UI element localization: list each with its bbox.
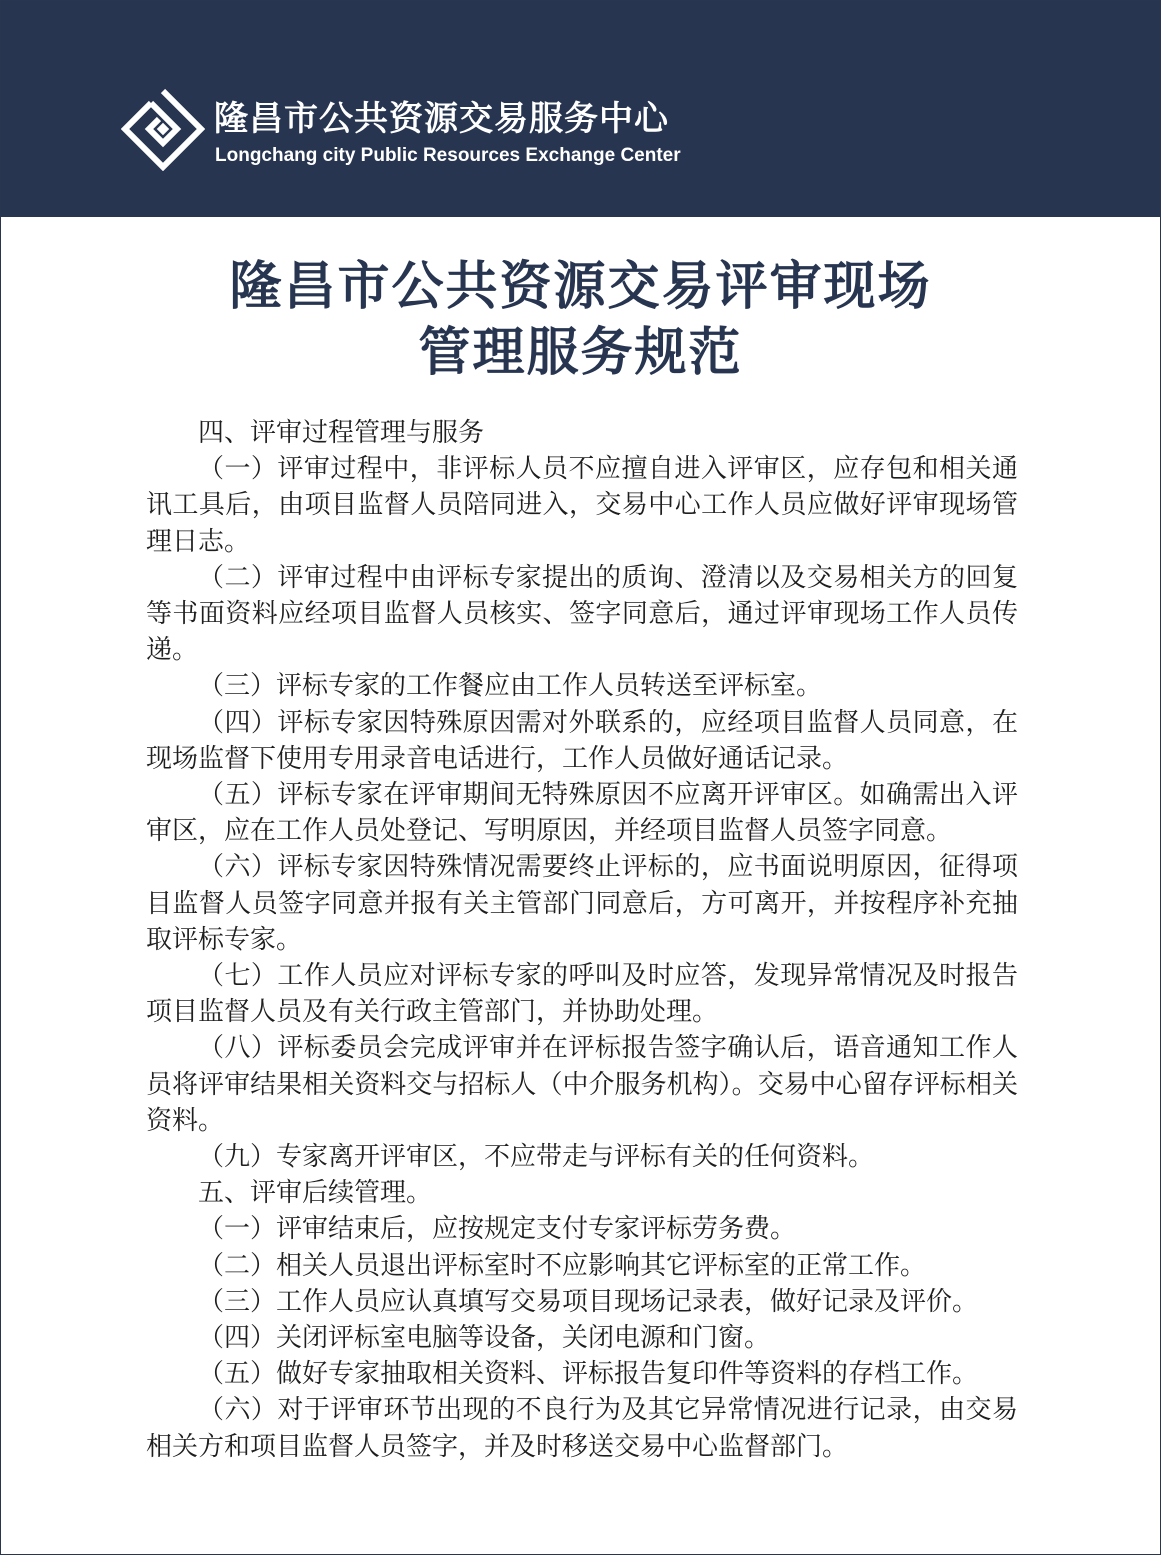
clause-4-6: （六）评标专家因特殊情况需要终止评标的，应书面说明原因，征得项目监督人员签字同意并报有关主管部门同意后，方可离开，并按程序补充抽取评标专家。 [146, 852, 1018, 955]
clause-4-9: （九）专家离开评审区，不应带走与评标有关的任何资料。 [198, 1142, 875, 1173]
clause-4-4: （四）评标专家因特殊原因需对外联系的，应经项目监督人员同意，在现场监督下使用专用录音电话进行，工作人员做好通话记录。 [146, 707, 1018, 774]
title-line-1: 隆昌市公共资源交易评审现场 [229, 257, 932, 317]
clause-5-3: （三）工作人员应认真填写交易项目现场记录表，做好记录及评价。 [198, 1286, 979, 1317]
clause-5-4: （四）关闭评标室电脑等设备，关闭电源和门窗。 [198, 1323, 771, 1354]
clause-5-6: （六）对于评审环节出现的不良行为及其它异常情况进行记录，由交易相关方和项目监督人员签字，并及时移送交易中心监督部门。 [146, 1395, 1018, 1462]
title-line-2: 管理服务规范 [418, 323, 743, 383]
section-heading-4: 四、评审过程管理与服务 [198, 418, 485, 448]
clause-4-1: （一）评审过程中，非评标人员不应擅自进入评审区，应存包和相关通讯工具后，由项目监督人员陪同进入，交易中心工作人员应做好评审现场管理日志。 [146, 454, 1018, 557]
org-name-cn: 隆昌市公共资源交易服务中心 [214, 99, 669, 139]
clause-4-8: （八）评标委员会完成评审并在评标报告签字确认后，语音通知工作人员将评审结果相关资料交与招标人（中介服务机构）。交易中心留存评标相关资料。 [146, 1033, 1018, 1136]
document-title [1, 254, 1160, 386]
clause-5-1: （一）评审结束后，应按规定支付专家评标劳务费。 [198, 1214, 797, 1245]
clause-5-2: （二）相关人员退出评标室时不应影响其它评标室的正常工作。 [198, 1250, 927, 1281]
clause-5-5: （五）做好专家抽取相关资料、评标报告复印件等资料的存档工作。 [198, 1359, 979, 1390]
document-body [146, 415, 1018, 1465]
clause-4-5: （五）评标专家在评审期间无特殊原因不应离开评审区。如确需出入评审区，应在工作人员处登记、写明原因，并经项目监督人员签字同意。 [146, 780, 1018, 847]
clause-4-3: （三）评标专家的工作餐应由工作人员转送至评标室。 [198, 671, 823, 702]
header-banner [1, 1, 1160, 217]
diamond-spiral-logo-icon [121, 87, 205, 171]
clause-4-2: （二）评审过程中由评标专家提出的质询、澄清以及交易相关方的回复等书面资料应经项目监督人员核实、签字同意后，通过评审现场工作人员传递。 [146, 562, 1018, 666]
clause-4-7: （七）工作人员应对评标专家的呼叫及时应答，发现异常情况及时报告项目监督人员及有关行政主管部门，并协助处理。 [146, 961, 1018, 1028]
org-name-en: Longchang city Public Resources Exchange Center [215, 145, 681, 166]
section-heading-5: 五、评审后续管理。 [198, 1178, 433, 1209]
